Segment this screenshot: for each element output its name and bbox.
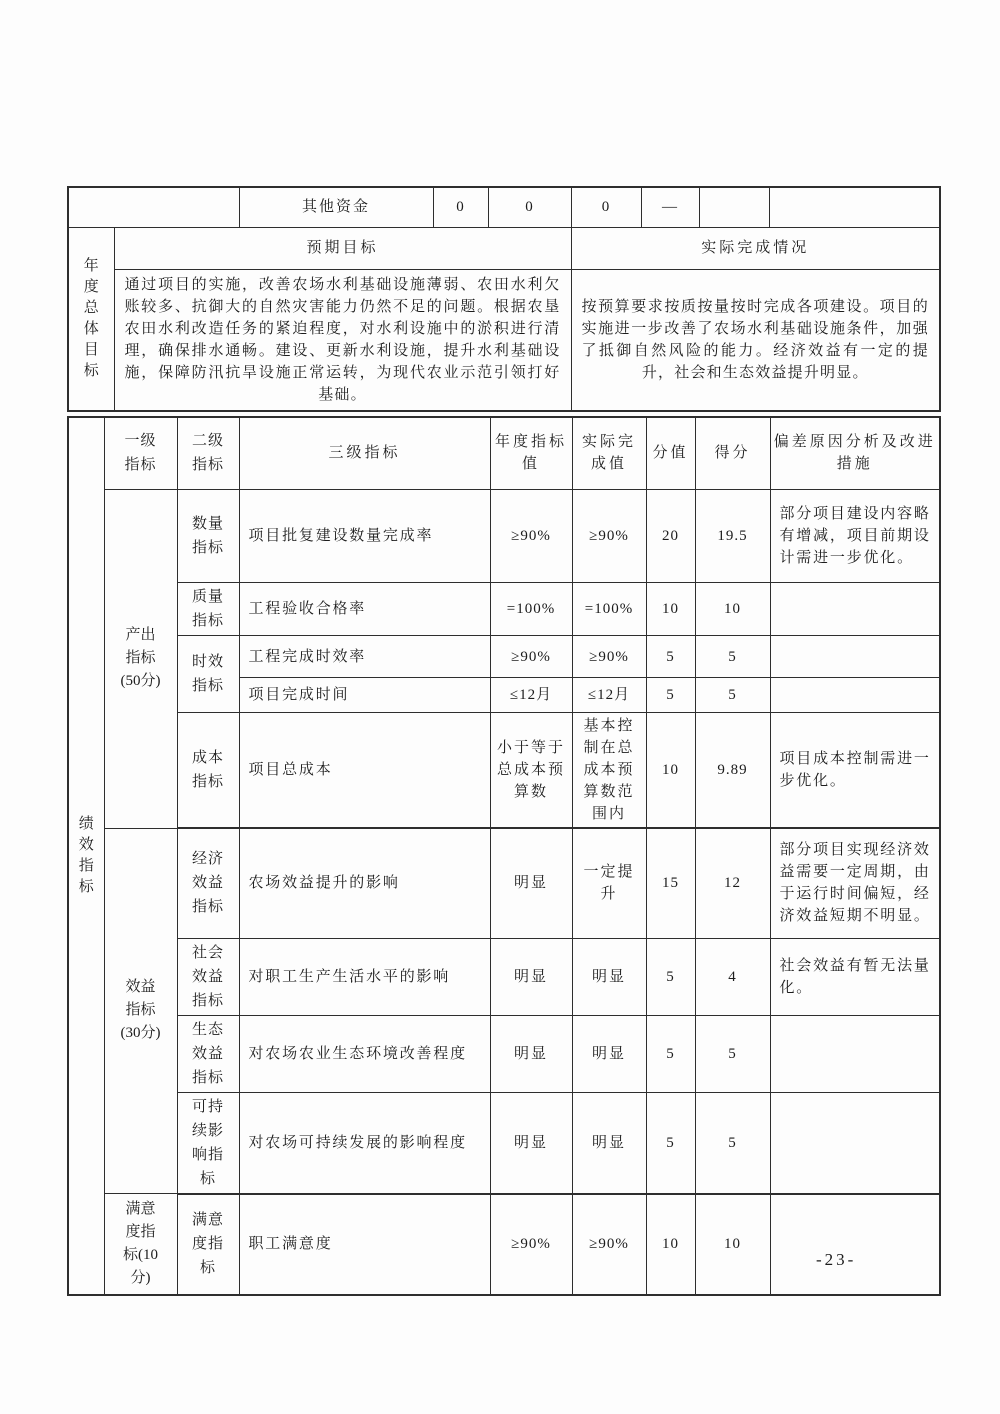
cell-level2: 社会效益指标	[177, 938, 239, 1015]
cell-score: 9.89	[695, 713, 770, 829]
group-satisfaction-label: 满意度指标(10分)	[104, 1194, 177, 1295]
cell-score: 4	[695, 938, 770, 1015]
cell-level2: 生态效益指标	[177, 1015, 239, 1092]
cell-deviation	[770, 583, 940, 636]
cell-level3: 职工满意度	[239, 1194, 490, 1295]
header-score: 得分	[695, 417, 770, 490]
cell-level2: 满意度指标	[177, 1194, 239, 1295]
annual-goal-side-label-text: 年度总体目标	[83, 257, 99, 379]
indicators-header-row	[68, 417, 940, 490]
annual-goal-table	[67, 186, 941, 412]
cell-level2: 数量指标	[177, 490, 239, 583]
actual-completion-text: 按预算要求按质按量按时完成各项建设。项目的实施进一步改善了农场水利基础设施条件，加强了抵御自然风险的能力。经济效益有一定的提升，社会和生态效益提升明显。	[571, 269, 940, 411]
cell-actual: ≤12月	[572, 678, 646, 713]
header-level1: 一级指标	[104, 417, 177, 490]
goal-header-row	[68, 227, 940, 269]
funding-label: 其他资金	[239, 187, 433, 227]
cell-level3: 工程完成时效率	[239, 636, 490, 678]
performance-indicators-table	[67, 416, 941, 1296]
header-annual-target: 年度指标值	[490, 417, 572, 490]
cell-deviation	[770, 678, 940, 713]
cell-deviation	[770, 636, 940, 678]
goal-text-row	[68, 269, 940, 411]
cell-actual: ≥90%	[572, 1194, 646, 1295]
table-row	[68, 1194, 940, 1295]
cell-actual: ≥90%	[572, 636, 646, 678]
cell-score: 5	[695, 678, 770, 713]
header-actual-value: 实际完成值	[572, 417, 646, 490]
cell-deviation: 社会效益有暂无法量化。	[770, 938, 940, 1015]
table-row	[68, 583, 940, 636]
cell-deviation: 部分项目建设内容略有增减，项目前期设计需进一步优化。	[770, 490, 940, 583]
cell-annual: 小于等于总成本预算数	[490, 713, 572, 829]
header-points: 分值	[646, 417, 695, 490]
cell-annual: ≥90%	[490, 1194, 572, 1295]
table-row	[68, 636, 940, 678]
cell-level2: 经济效益指标	[177, 828, 239, 938]
cell-points: 5	[646, 636, 695, 678]
cell-level3: 项目总成本	[239, 713, 490, 829]
cell-actual: 一定提升	[572, 828, 646, 938]
cell-level2: 时效指标	[177, 636, 239, 713]
funding-value-2: 0	[488, 187, 571, 227]
cell-score: 10	[695, 1194, 770, 1295]
cell-points: 15	[646, 828, 695, 938]
cell-annual: =100%	[490, 583, 572, 636]
table-row	[68, 828, 940, 938]
header-level2: 二级指标	[177, 417, 239, 490]
cell-points: 10	[646, 583, 695, 636]
cell-deviation: 项目成本控制需进一步优化。	[770, 713, 940, 829]
cell-deviation	[770, 1194, 940, 1295]
header-level3: 三级指标	[239, 417, 490, 490]
actual-completion-header: 实际完成情况	[571, 227, 940, 269]
cell-level3: 对农场农业生态环境改善程度	[239, 1015, 490, 1092]
cell-deviation	[770, 1015, 940, 1092]
cell-level3: 对农场可持续发展的影响程度	[239, 1092, 490, 1194]
cell-level2: 成本指标	[177, 713, 239, 829]
cell-actual: =100%	[572, 583, 646, 636]
funding-empty-cell	[68, 187, 239, 227]
cell-points: 20	[646, 490, 695, 583]
cell-deviation	[770, 1092, 940, 1194]
table-row	[68, 938, 940, 1015]
funding-value-1: 0	[433, 187, 488, 227]
annual-goal-side-label	[68, 227, 114, 411]
group-benefit-label: 效益指标(30分)	[104, 828, 177, 1194]
cell-points: 5	[646, 678, 695, 713]
cell-points: 10	[646, 713, 695, 829]
page-number: -23-	[816, 1250, 857, 1269]
header-deviation: 偏差原因分析及改进措施	[770, 417, 940, 490]
cell-annual: ≥90%	[490, 490, 572, 583]
table-row	[68, 713, 940, 829]
funding-empty-cell-2	[699, 187, 769, 227]
cell-points: 5	[646, 938, 695, 1015]
cell-actual: 基本控制在总成本预算数范围内	[572, 713, 646, 829]
cell-score: 10	[695, 583, 770, 636]
performance-side-label	[68, 417, 104, 1295]
table-row	[68, 1092, 940, 1194]
cell-actual: 明显	[572, 1092, 646, 1194]
cell-annual: 明显	[490, 938, 572, 1015]
cell-score: 5	[695, 636, 770, 678]
cell-score: 5	[695, 1015, 770, 1092]
cell-deviation: 部分项目实现经济效益需要一定周期，由于运行时间偏短，经济效益短期不明显。	[770, 828, 940, 938]
cell-score: 19.5	[695, 490, 770, 583]
cell-annual: 明显	[490, 828, 572, 938]
cell-annual: 明显	[490, 1015, 572, 1092]
funding-row	[68, 187, 940, 227]
performance-side-label-text: 绩效指标	[78, 815, 94, 895]
cell-points: 5	[646, 1092, 695, 1194]
cell-actual: 明显	[572, 1015, 646, 1092]
funding-value-3: 0	[571, 187, 641, 227]
cell-score: 5	[695, 1092, 770, 1194]
group-output-label: 产出指标(50分)	[104, 490, 177, 829]
table-row	[68, 490, 940, 583]
cell-level3: 工程验收合格率	[239, 583, 490, 636]
expected-goal-header: 预期目标	[114, 227, 571, 269]
cell-level2: 可持续影响指标	[177, 1092, 239, 1194]
table-row	[68, 1015, 940, 1092]
cell-level3: 对职工生产生活水平的影响	[239, 938, 490, 1015]
cell-annual: 明显	[490, 1092, 572, 1194]
cell-points: 5	[646, 1015, 695, 1092]
funding-value-4: —	[641, 187, 699, 227]
expected-goal-text: 通过项目的实施，改善农场水利基础设施薄弱、农田水利欠账较多、抗御大的自然灾害能力仍然不足的问题。根据农垦农田水利改造任务的紧迫程度，对水利设施中的淤积进行清理，确保排水通畅。建设、更新水利设施，提升水利基础设施，保障防汛抗旱设施正常运转，为现代农业示范引领打好基础。	[114, 269, 571, 411]
cell-actual: 明显	[572, 938, 646, 1015]
cell-points: 10	[646, 1194, 695, 1295]
cell-level2: 质量指标	[177, 583, 239, 636]
report-table-area	[67, 186, 939, 1296]
cell-level3: 项目完成时间	[239, 678, 490, 713]
cell-annual: ≥90%	[490, 636, 572, 678]
cell-annual: ≤12月	[490, 678, 572, 713]
cell-level3: 项目批复建设数量完成率	[239, 490, 490, 583]
funding-empty-cell-3	[769, 187, 940, 227]
cell-score: 12	[695, 828, 770, 938]
cell-actual: ≥90%	[572, 490, 646, 583]
cell-level3: 农场效益提升的影响	[239, 828, 490, 938]
